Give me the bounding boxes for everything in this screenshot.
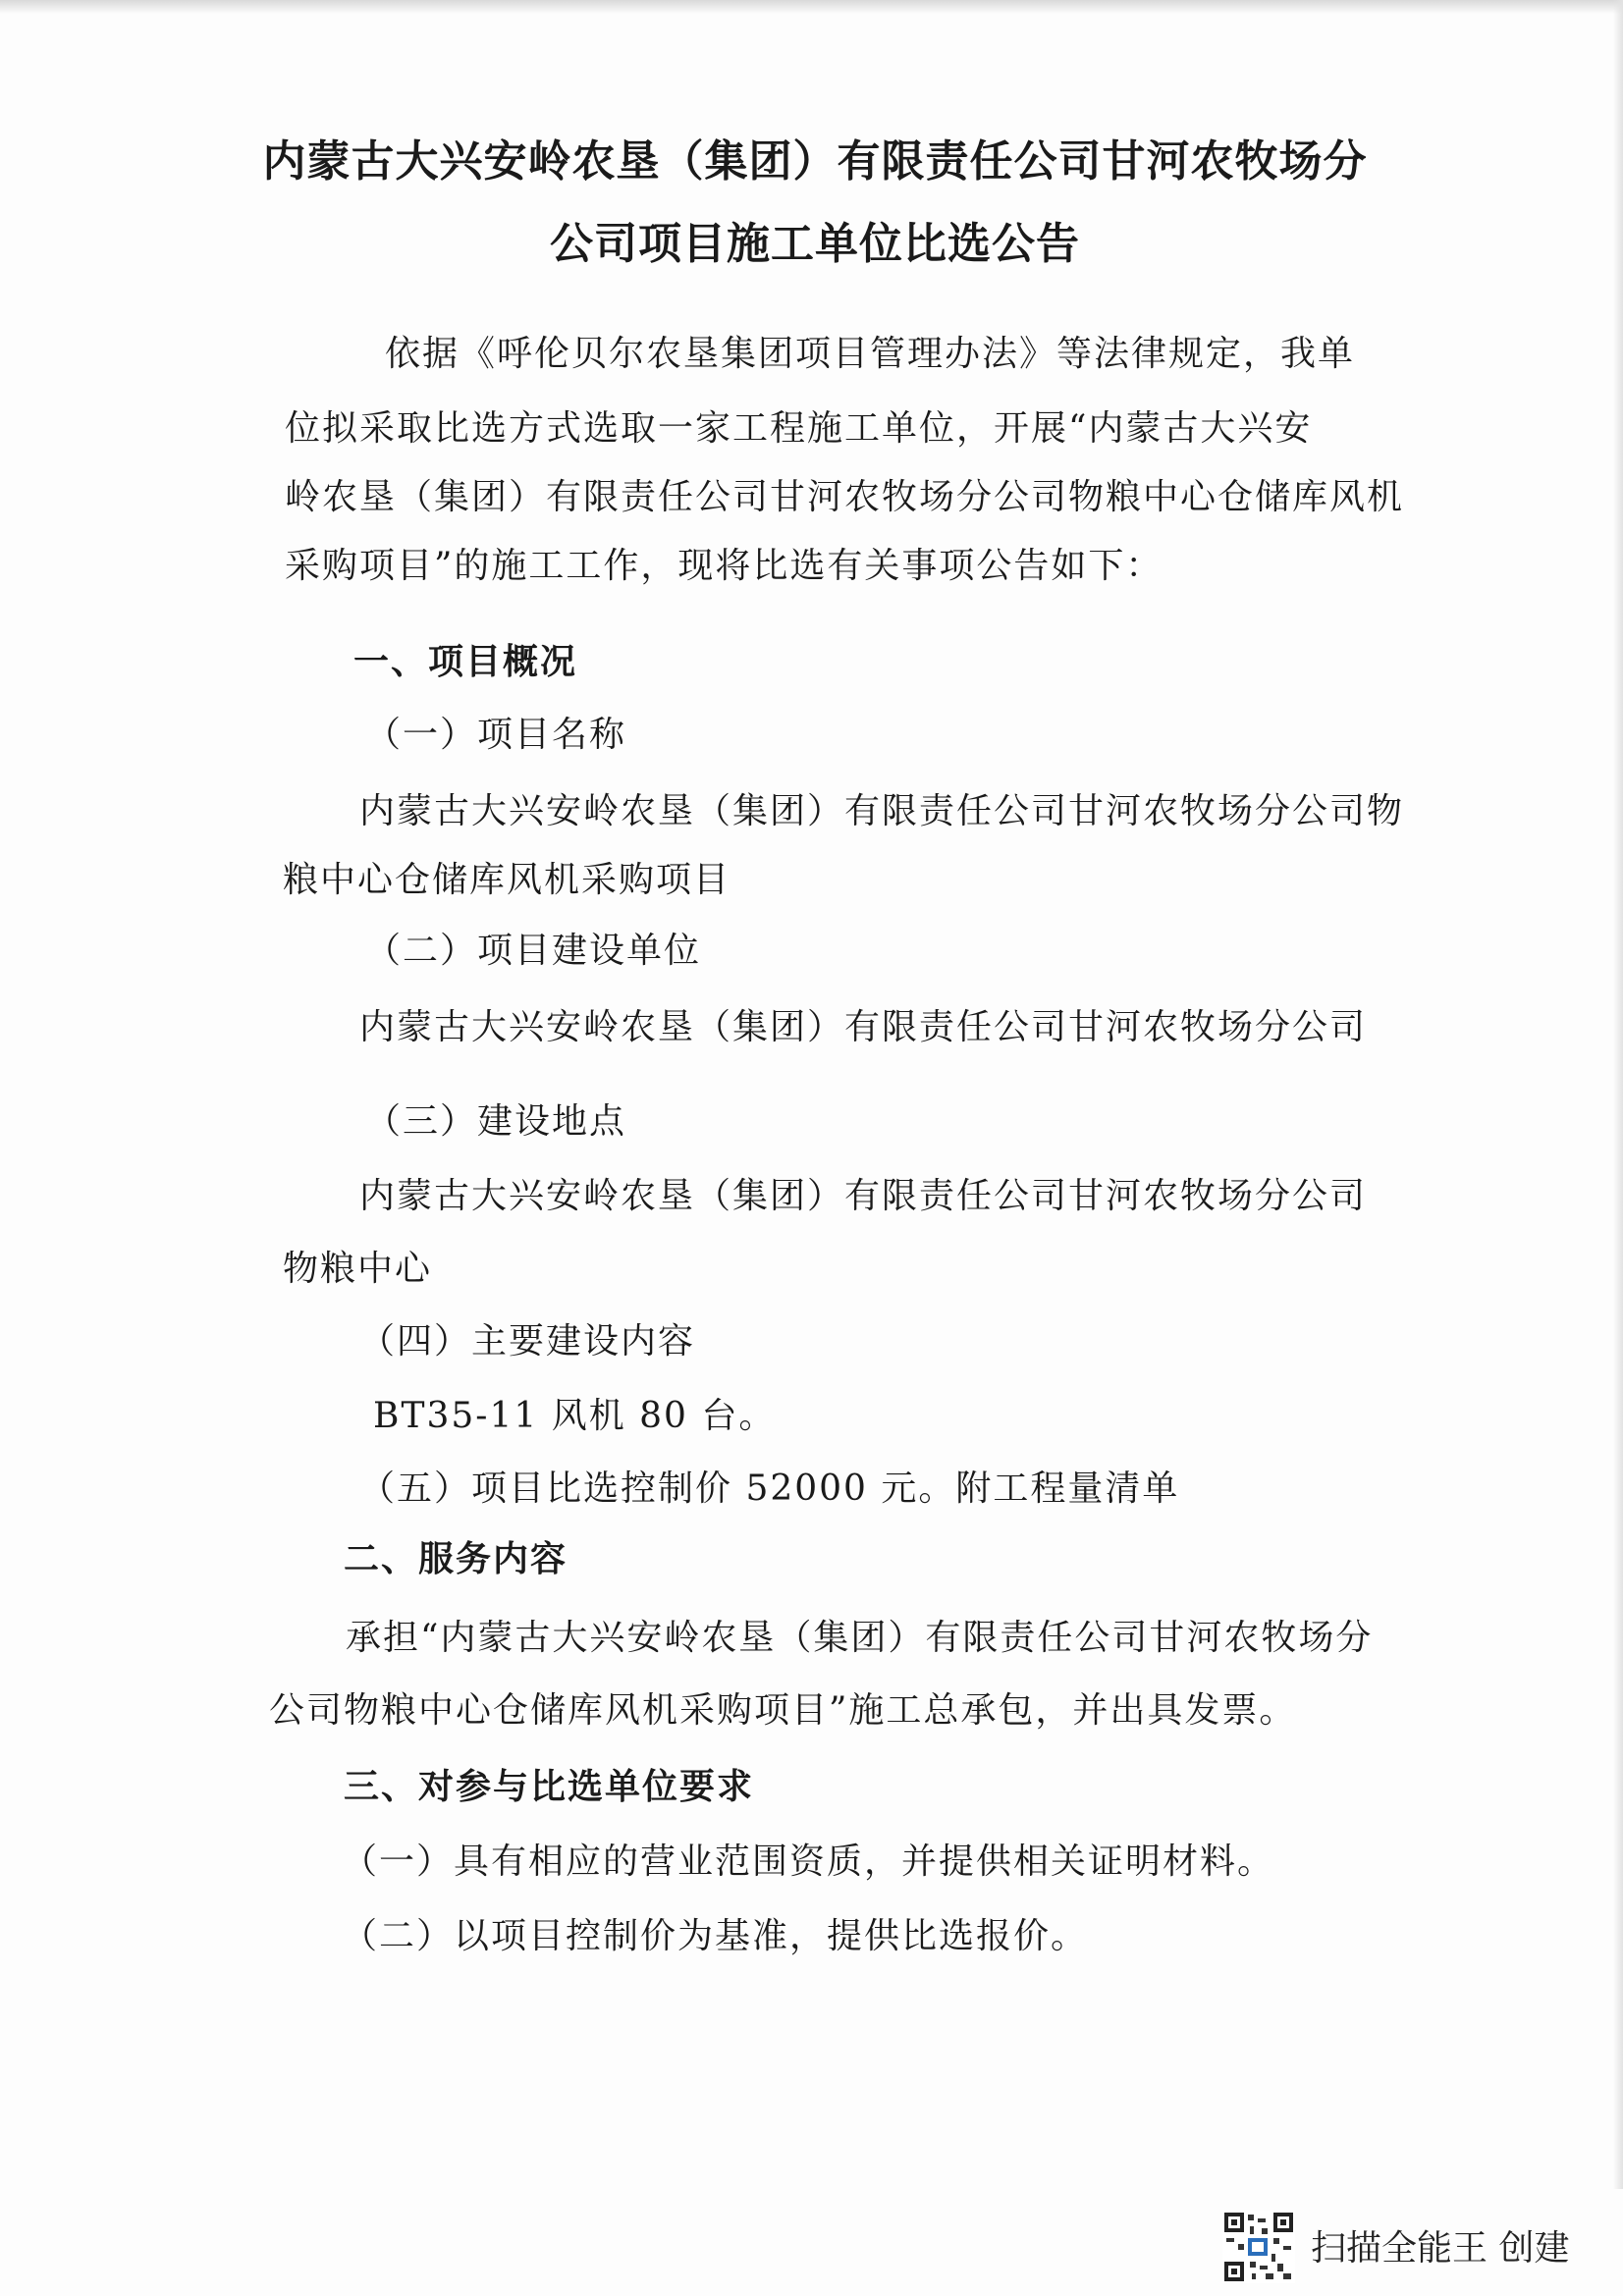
item-2-line-1: 内蒙古大兴安岭农垦（集团）有限责任公司甘河农牧场分公司	[359, 1007, 1368, 1047]
section-2-heading: 二、服务内容	[344, 1539, 568, 1579]
item-4-heading: （四）主要建设内容	[359, 1321, 696, 1362]
intro-line-3: 岭农垦（集团）有限责任公司甘河农牧场分公司物粮中心仓储库风机	[285, 477, 1405, 517]
section-2-line-1: 承担“内蒙古大兴安岭农垦（集团）有限责任公司甘河农牧场分	[346, 1618, 1374, 1658]
item-4-line-1: BT35-11 风机 80 台。	[373, 1396, 777, 1436]
item-3-line-1: 内蒙古大兴安岭农垦（集团）有限责任公司甘河农牧场分公司	[359, 1176, 1368, 1216]
scan-right-edge	[1613, 0, 1623, 2189]
item-1-heading: （一）项目名称	[365, 715, 627, 755]
item-3-heading: （三）建设地点	[365, 1101, 627, 1142]
title-line-1: 内蒙古大兴安岭农垦（集团）有限责任公司甘河农牧场分	[262, 136, 1368, 187]
item-1-line-1: 内蒙古大兴安岭农垦（集团）有限责任公司甘河农牧场分公司物	[359, 791, 1405, 831]
section-3-line-2: （二）以项目控制价为基准，提供比选报价。	[342, 1916, 1089, 1956]
item-3-line-2: 物粮中心	[283, 1249, 433, 1289]
item-5-line-1: （五）项目比选控制价 52000 元。附工程量清单	[359, 1468, 1180, 1509]
section-2-line-2: 公司物粮中心仓储库风机采购项目”施工总承包，并出具发票。	[269, 1690, 1297, 1731]
title-line-2: 公司项目施工单位比选公告	[550, 219, 1080, 269]
item-1-line-2: 粮中心仓储库风机采购项目	[283, 860, 731, 900]
scan-top-edge	[0, 0, 1623, 14]
item-2-heading: （二）项目建设单位	[365, 931, 702, 971]
qr-code-icon	[1222, 2211, 1295, 2283]
intro-line-1: 依据《呼伦贝尔农垦集团项目管理办法》等法律规定，我单	[385, 334, 1356, 374]
section-3-line-1: （一）具有相应的营业范围资质，并提供相关证明材料。	[342, 1842, 1275, 1882]
intro-line-2: 位拟采取比选方式选取一家工程施工单位，开展“内蒙古大兴安	[285, 408, 1313, 449]
scanner-watermark-text: 扫描全能王 创建	[1311, 2228, 1570, 2269]
intro-line-4: 采购项目”的施工工作，现将比选有关事项公告如下：	[285, 546, 1163, 586]
section-3-heading: 三、对参与比选单位要求	[344, 1767, 755, 1807]
section-1-heading: 一、项目概况	[353, 642, 578, 682]
